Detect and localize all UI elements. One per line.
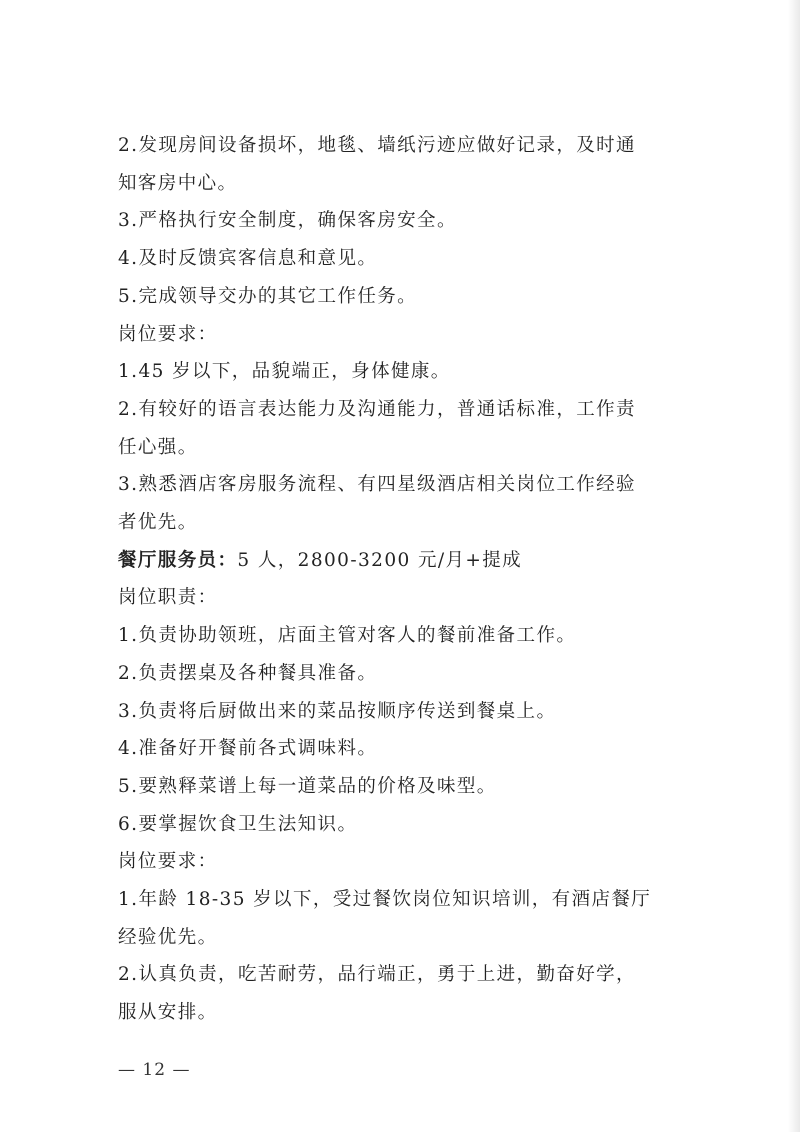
position-detail: 5 人，2800-3200 元/月+提成: [237, 549, 523, 571]
text-line: 知客房中心。: [118, 172, 238, 194]
text-line: 2.认真负责，吃苦耐劳，品行端正，勇于上进，勤奋好学，: [118, 964, 636, 986]
text-line: 者优先。: [118, 512, 198, 534]
section-heading: 岗位要求：: [118, 851, 218, 873]
text-line: 6.要掌握饮食卫生法知识。: [118, 813, 358, 835]
text-line: 3.熟悉酒店客房服务流程、有四星级酒店相关岗位工作经验: [118, 474, 636, 496]
text-line: 3.严格执行安全制度，确保客房安全。: [118, 210, 457, 232]
scan-edge-shadow: [788, 0, 800, 1132]
section-heading: 岗位职责：: [118, 587, 218, 609]
text-line: 服从安排。: [118, 1002, 218, 1024]
section-heading: 岗位要求：: [118, 323, 218, 345]
text-line: 2.发现房间设备损坏，地毯、墙纸污迹应做好记录，及时通: [118, 135, 636, 156]
text-line: 3.负责将后厨做出来的菜品按顺序传送到餐桌上。: [118, 700, 557, 722]
text-line: 2.负责摆桌及各种餐具准备。: [118, 662, 378, 684]
text-line: 任心强。: [118, 436, 198, 458]
position-heading: [118, 542, 688, 580]
document-body: [118, 127, 688, 1032]
text-line: 5.要熟释菜谱上每一道菜品的价格及味型。: [118, 775, 497, 797]
position-title: 餐厅服务员：: [118, 549, 238, 571]
text-line: 1.45 岁以下，品貌端正，身体健康。: [118, 361, 451, 383]
text-line: 4.准备好开餐前各式调味料。: [118, 738, 378, 760]
page-number: — 12 —: [118, 1060, 191, 1080]
text-line: 经验优先。: [118, 926, 218, 948]
text-line: 1.负责协助领班，店面主管对客人的餐前准备工作。: [118, 625, 577, 647]
text-line: 2.有较好的语言表达能力及沟通能力，普通话标准，工作责: [118, 398, 636, 420]
text-line: 4.及时反馈宾客信息和意见。: [118, 248, 378, 270]
text-line: 5.完成领导交办的其它工作任务。: [118, 285, 418, 307]
text-line: 1.年龄 18-35 岁以下，受过餐饮岗位知识培训，有酒店餐厅: [118, 889, 652, 911]
